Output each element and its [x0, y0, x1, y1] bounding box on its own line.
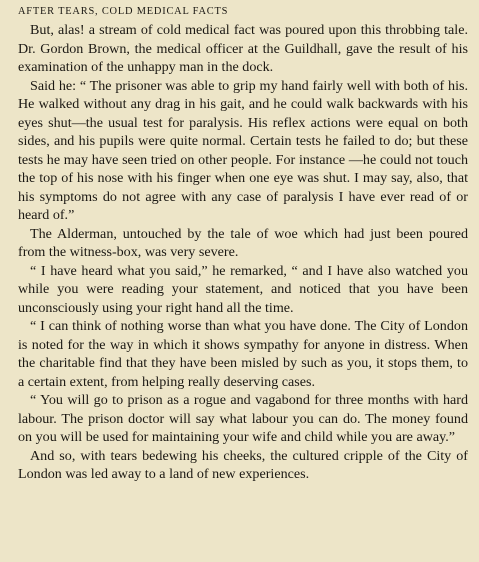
running-head: AFTER TEARS, COLD MEDICAL FACTS — [18, 6, 229, 17]
paragraph: The Alderman, untouched by the tale of woe which had just been poured from the witness-box, was very severe. — [18, 225, 468, 260]
body-text — [18, 21, 468, 484]
paragraph: “ You will go to prison as a rogue and vagabond for three months with hard labour. The prison doctor will say what labour you can do. The money found on you will be used for maintaining your wife and child while you are away.” — [18, 392, 468, 445]
paragraph: “ I have heard what you said,” he remarked, “ and I have also watched you while you were reading your statement, and noticed that you have been unconsciously using your right hand all the time. — [18, 262, 468, 316]
paragraph: Said he: “ The prisoner was able to grip my hand fairly well with both of his. He walked without any drag in his gait, and he could walk backwards with his eyes shut—the usual test for paralysis. His reflex actions were equal on both sides, and his pupils were quite normal. Certain tests he failed to do; but these tests he may have seen tried on other people. For instance —he could not touch the top of his nose with his finger when one eye was shut. I may say, also, that his symptoms do not agree with any case of paralysis I have ever read of or heard of.” — [18, 77, 468, 223]
paragraph: But, alas! a stream of cold medical fact was poured upon this throbbing tale. Dr. Gordon Brown, the medical officer at the Guildhall, gave the result of his examination of the unhappy man in the dock. — [18, 22, 468, 75]
paragraph: And so, with tears bedewing his cheeks, the cultured cripple of the City of London was led away to a land of new experiences. — [18, 447, 468, 482]
paragraph: “ I can think of nothing worse than what you have done. The City of London is noted for the way in which it shows sympathy for anyone in distress. When the charitable find that they have been misled by such as you, it stops them, to a certain extent, from helping really deserving cases. — [18, 318, 468, 390]
